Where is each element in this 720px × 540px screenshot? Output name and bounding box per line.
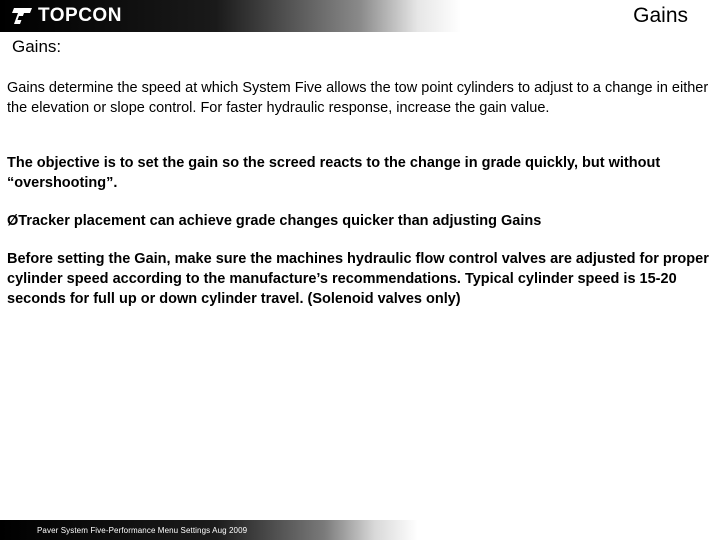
bullet-text: Tracker placement can achieve grade changes quicker than adjusting Gains	[18, 213, 542, 229]
paragraph-before-setting-gain: Before setting the Gain, make sure the machines hydraulic flow control valves are adjusted for proper cylinder speed according to the manufacture’s recommendations. Typical cylinder speed is 15-20 seconds for full up or down cylinder travel. (Solenoid valves only)	[7, 251, 709, 307]
section-heading: Gains:	[12, 37, 62, 56]
bullet-tracker-placement	[7, 211, 715, 231]
topcon-logo	[10, 5, 122, 27]
slide-title: Gains	[633, 4, 688, 27]
topcon-logo-icon	[10, 6, 34, 26]
paragraph-objective: The objective is to set the gain so the screed reacts to the change in grade quickly, but without “overshooting”.	[7, 155, 661, 191]
paragraph-gains-definition: Gains determine the speed at which System Five allows the tow point cylinders to adjust to a change in either the elevation or slope control. For faster hydraulic response, increase the gain value.	[7, 80, 709, 116]
bullet-arrow-icon: Ø	[7, 213, 19, 229]
footer-text: Paver System Five-Performance Menu Settings Aug 2009	[37, 526, 248, 535]
logo-text: TOPCON	[38, 5, 122, 26]
